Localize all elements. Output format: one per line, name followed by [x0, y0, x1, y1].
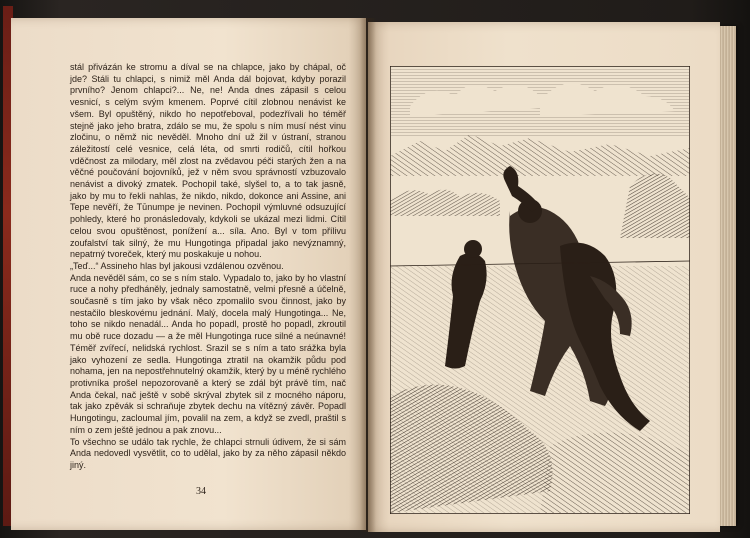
- page-number: 34: [196, 486, 206, 497]
- page-stack-edge: [718, 26, 736, 526]
- paragraph: Anda nevěděl sám, co se s ním stalo. Vypadalo to, jako by ho vlastní ruce a nohy předháněly, jednaly samostatně, velmi přesně a účelně, současně s tím jako by však něco zpomalilo svou činnost, jako by nestačilo bleskovému jednání. Malý, docela malý Hungotinga... Ne, toho se nikdo nenadál... Anda ho popadl, prostě ho popadl, zkroutil mu obě ruce dozadu — a že měl Hungotinga ruce silné a neúnavné! Téměř zvířecí, nelidská rychlost. Srazil se s ním a tato srážka byla jako vyhození ze sedla. Hungotinga ztratil na okamžik půdu pod nohama, jen na nepostřehnutelný okamžik, který by u méně rychlého protivníka prošel nepozorovaně a který se zdál být právě tím, nač Anda čekal, nač ještě v sobě skrýval zbytek sil z mocného náporu, tak jako zpěvák si schraňuje zbytek dechu na vítězný závěr. Popadl Hungotingu, zacloumal jím, povalil na zem, a když se zvedl, praštil s ním o zem ještě jednou a pak znovu...: [70, 272, 346, 435]
- body-text: [70, 62, 346, 472]
- book-gutter: [360, 18, 376, 532]
- wrestling-illustration: [390, 66, 690, 514]
- paragraph: „Teď...“ Assineho hlas byl jakousi vzdálenou ozvěnou.: [70, 260, 284, 271]
- paragraph: stál přivázán ke stromu a díval se na chlapce, jako by chápal, oč jde? Stáli tu chlapci, s nimiž měl Anda dál bojovat, kdyby porazil prvního? Jenom chlapci?... Ne, ne! Anda dnes zápasil s celou vesnicí, s celým svým kmenem. Poprvé cítil zlobnou nenávist ke všem. Byl opuštěný, nikdo ho nepotřeboval, podezřívali ho téměř stejně jako jeho bratra, zdálo se mu, že spolu s ním musí nést vinu zločinu, o němž nic nevěděl. Mnoho dní už žil v ústraní, stranou záležitostí celé vesnice, celá léta, od smrti rodičů, cítil hořkou vděčnost za milodary, měl zlost na zvědavou péči starých žen a na věčné poučování bojovníků, jež v něm svou správností vzbuzovalo nenávist a divoký zmatek. Pochopil také, slyšel to, a to tak jasně, jako by mu to řekli nahlas, že nikdo, nikdo, dokonce ani Assine, ani Tepe nevěří, že Tūnumpe je nevinen. Pochopil výmluvné odsuzující pohledy, které ho pronásledovaly, kdykoli se ukázal mezi lidmi. Cítil celou svou opuštěnost, ponížení a... síla. Ano. Byl v tom přílivu zoufalství tak silný, že mu Hungotinga připadal jako nevýznamný, nepatrný tvoreček, který mu poskakuje u nohou.: [70, 62, 346, 260]
- paragraph: To všechno se událo tak rychle, že chlapci strnuli údivem, že si sám Anda nedovedl vysvětlit, co to udělal, jako by za něho zápasil někdo jiný.: [70, 436, 346, 470]
